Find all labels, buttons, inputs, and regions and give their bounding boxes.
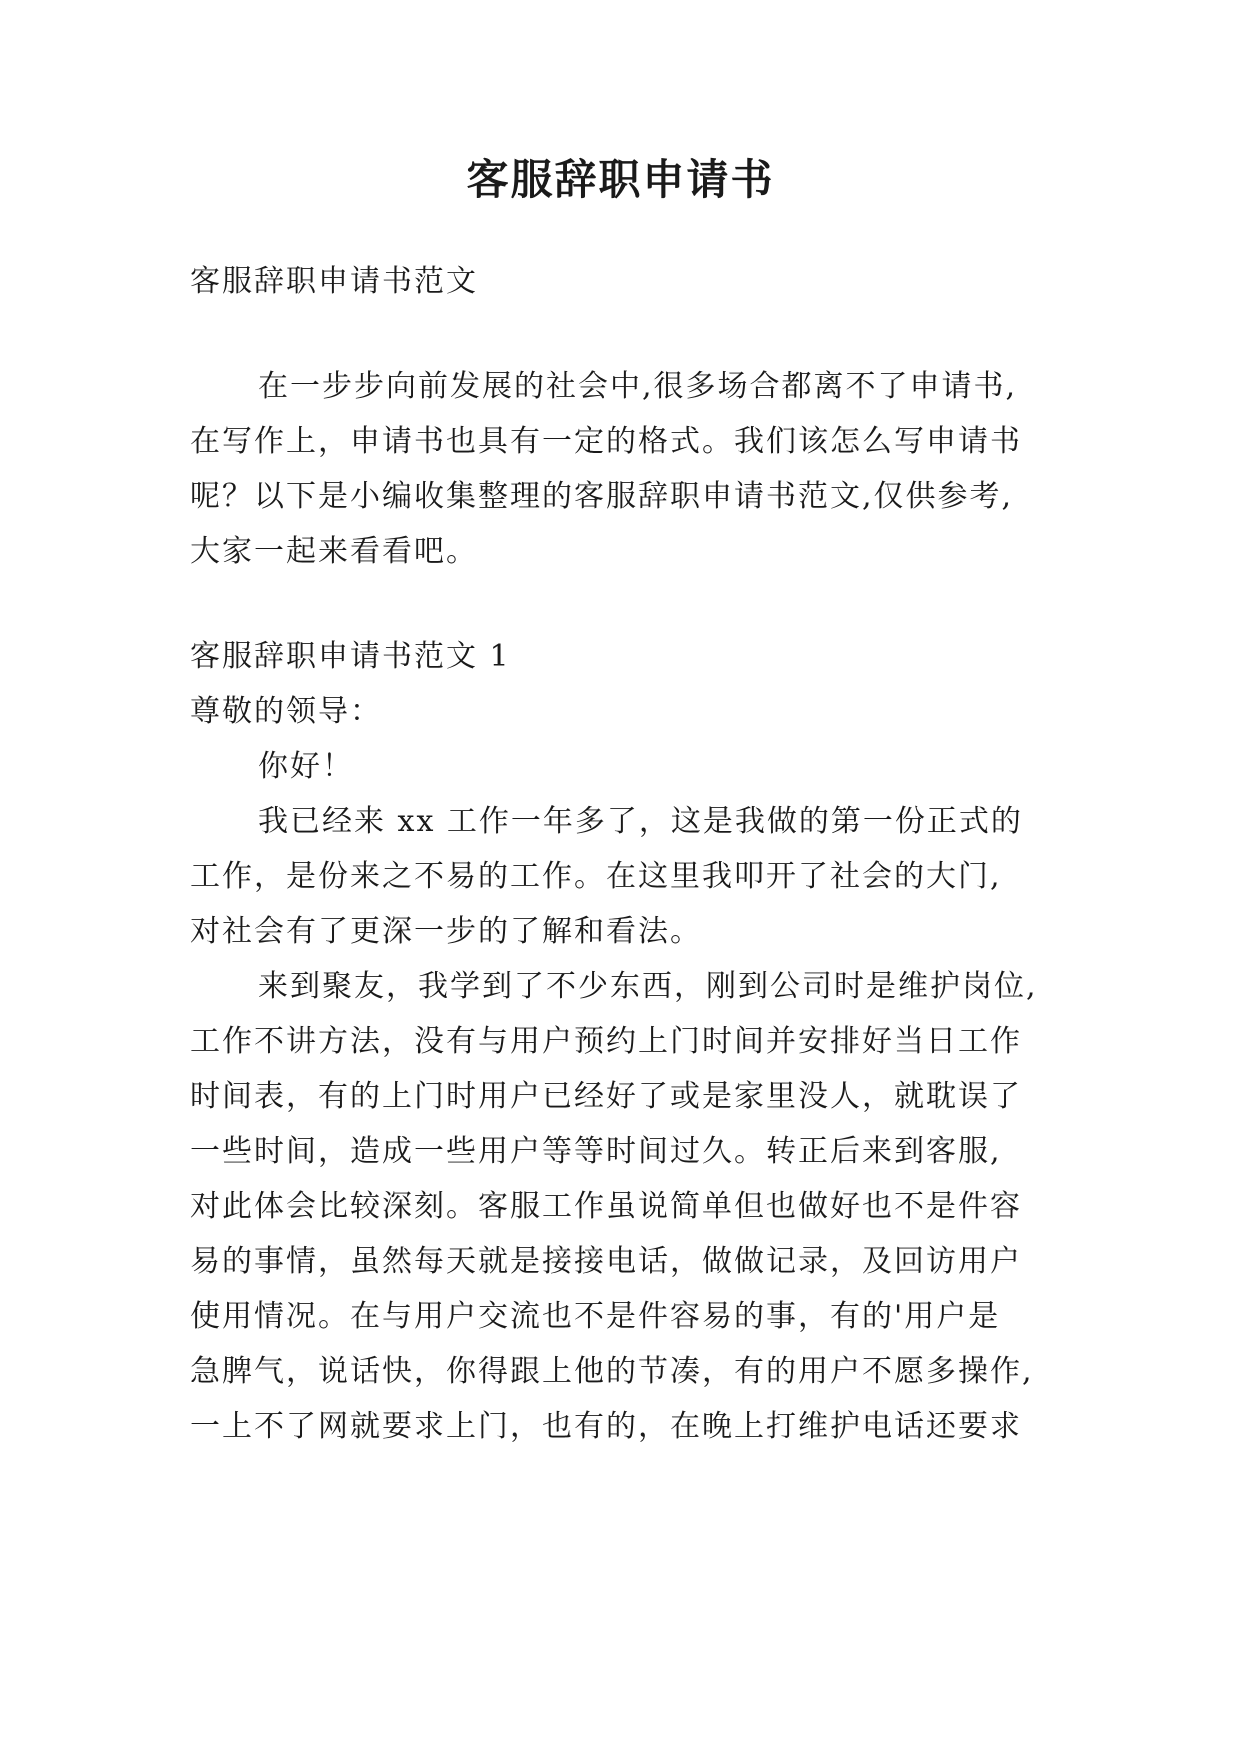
- body-line-10: 使用情况。在与用户交流也不是件容易的事，有的'用户是: [190, 1299, 1001, 1334]
- body-line-2: 工作，是份来之不易的工作。在这里我叩开了社会的大门,: [190, 859, 1002, 894]
- body-line-1: 我已经来 xx 工作一年多了，这是我做的第一份正式的: [258, 804, 1023, 839]
- body-line-5: 工作不讲方法，没有与用户预约上门时间并安排好当日工作: [190, 1024, 1022, 1059]
- section-heading: 客服辞职申请书范文 1: [190, 639, 511, 674]
- body-line-12: 一上不了网就要求上门，也有的，在晚上打维护电话还要求: [190, 1409, 1022, 1444]
- body-line-8: 对此体会比较深刻。客服工作虽说简单但也做好也不是件容: [190, 1189, 1022, 1224]
- greeting: 你好！: [258, 749, 354, 784]
- intro-line-2: 在写作上，申请书也具有一定的格式。我们该怎么写申请书: [190, 424, 1022, 459]
- intro-line-4: 大家一起来看看吧。: [190, 534, 478, 569]
- body-line-3: 对社会有了更深一步的了解和看法。: [190, 914, 702, 949]
- body-line-9: 易的事情，虽然每天就是接接电话，做做记录，及回访用户: [190, 1244, 1022, 1279]
- body-line-6: 时间表，有的上门时用户已经好了或是家里没人，就耽误了: [190, 1079, 1022, 1114]
- salutation: 尊敬的领导：: [190, 694, 382, 729]
- body-line-11: 急脾气，说话快，你得跟上他的节凑，有的用户不愿多操作,: [190, 1354, 1034, 1389]
- intro-line-1: 在一步步向前发展的社会中,很多场合都离不了申请书,: [258, 369, 1018, 404]
- document-title: 客服辞职申请书: [466, 155, 775, 204]
- document-subtitle: 客服辞职申请书范文: [190, 264, 478, 299]
- body-line-4: 来到聚友，我学到了不少东西，刚到公司时是维护岗位,: [258, 969, 1038, 1004]
- intro-line-3: 呢？以下是小编收集整理的客服辞职申请书范文,仅供参考,: [190, 479, 1014, 514]
- body-line-7: 一些时间，造成一些用户等等时间过久。转正后来到客服,: [190, 1134, 1002, 1169]
